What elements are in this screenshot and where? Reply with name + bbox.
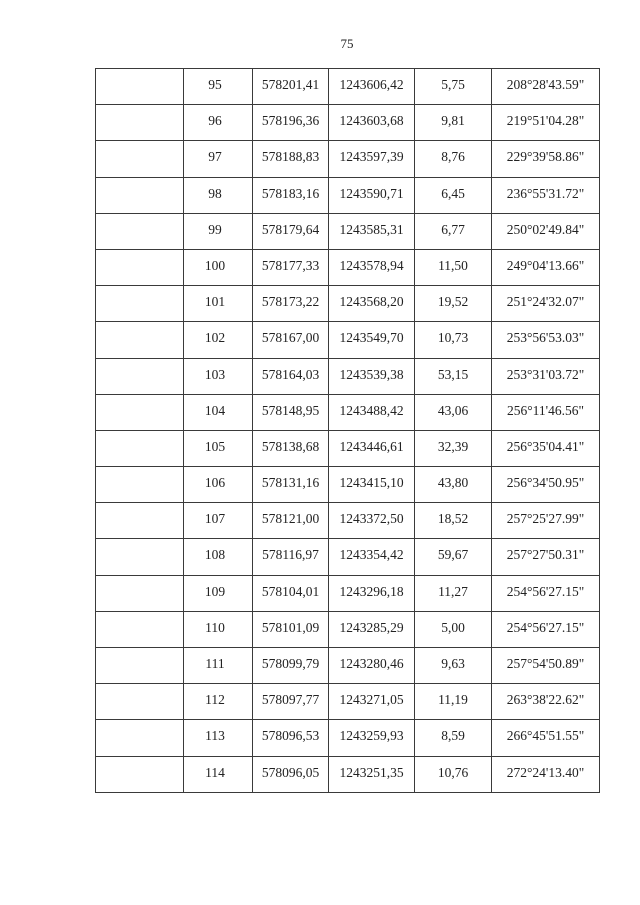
coordinate-x-cell: 578183,16 <box>253 177 329 213</box>
bearing-angle-cell: 208°28'43.59" <box>492 69 600 105</box>
distance-cell: 8,76 <box>415 141 492 177</box>
blank-cell <box>96 648 184 684</box>
distance-cell: 6,77 <box>415 213 492 249</box>
bearing-angle-cell: 256°11'46.56" <box>492 394 600 430</box>
coordinate-x-cell: 578096,05 <box>253 756 329 792</box>
distance-cell: 18,52 <box>415 503 492 539</box>
coordinate-y-cell: 1243285,29 <box>329 611 415 647</box>
coordinates-table-body <box>96 69 600 793</box>
blank-cell <box>96 611 184 647</box>
coordinate-x-cell: 578177,33 <box>253 249 329 285</box>
coordinate-x-cell: 578097,77 <box>253 684 329 720</box>
coordinates-table <box>95 68 600 793</box>
coordinate-y-cell: 1243446,61 <box>329 430 415 466</box>
table-row <box>96 756 600 792</box>
bearing-angle-cell: 272°24'13.40" <box>492 756 600 792</box>
point-number-cell: 97 <box>184 141 253 177</box>
point-number-cell: 114 <box>184 756 253 792</box>
blank-cell <box>96 684 184 720</box>
distance-cell: 11,50 <box>415 249 492 285</box>
distance-cell: 9,81 <box>415 105 492 141</box>
distance-cell: 43,80 <box>415 467 492 503</box>
blank-cell <box>96 467 184 503</box>
blank-cell <box>96 720 184 756</box>
distance-cell: 43,06 <box>415 394 492 430</box>
distance-cell: 5,00 <box>415 611 492 647</box>
table-row <box>96 105 600 141</box>
point-number-cell: 101 <box>184 286 253 322</box>
blank-cell <box>96 213 184 249</box>
point-number-cell: 102 <box>184 322 253 358</box>
distance-cell: 9,63 <box>415 648 492 684</box>
distance-cell: 59,67 <box>415 539 492 575</box>
table-row <box>96 575 600 611</box>
distance-cell: 10,73 <box>415 322 492 358</box>
point-number-cell: 105 <box>184 430 253 466</box>
point-number-cell: 104 <box>184 394 253 430</box>
blank-cell <box>96 177 184 213</box>
bearing-angle-cell: 266°45'51.55" <box>492 720 600 756</box>
distance-cell: 11,19 <box>415 684 492 720</box>
table-row <box>96 286 600 322</box>
coordinate-y-cell: 1243259,93 <box>329 720 415 756</box>
coordinate-x-cell: 578116,97 <box>253 539 329 575</box>
blank-cell <box>96 249 184 285</box>
table-row <box>96 141 600 177</box>
coordinate-y-cell: 1243415,10 <box>329 467 415 503</box>
table-row <box>96 249 600 285</box>
table-row <box>96 213 600 249</box>
table-row <box>96 177 600 213</box>
coordinate-y-cell: 1243354,42 <box>329 539 415 575</box>
coordinate-x-cell: 578096,53 <box>253 720 329 756</box>
blank-cell <box>96 503 184 539</box>
point-number-cell: 103 <box>184 358 253 394</box>
blank-cell <box>96 286 184 322</box>
bearing-angle-cell: 250°02'49.84" <box>492 213 600 249</box>
coordinate-x-cell: 578164,03 <box>253 358 329 394</box>
coordinate-y-cell: 1243488,42 <box>329 394 415 430</box>
bearing-angle-cell: 254°56'27.15" <box>492 611 600 647</box>
blank-cell <box>96 69 184 105</box>
blank-cell <box>96 539 184 575</box>
table-row <box>96 503 600 539</box>
coordinate-x-cell: 578179,64 <box>253 213 329 249</box>
distance-cell: 53,15 <box>415 358 492 394</box>
coordinate-y-cell: 1243372,50 <box>329 503 415 539</box>
blank-cell <box>96 105 184 141</box>
bearing-angle-cell: 256°34'50.95" <box>492 467 600 503</box>
coordinate-x-cell: 578196,36 <box>253 105 329 141</box>
distance-cell: 19,52 <box>415 286 492 322</box>
blank-cell <box>96 575 184 611</box>
table-row <box>96 430 600 466</box>
distance-cell: 32,39 <box>415 430 492 466</box>
blank-cell <box>96 394 184 430</box>
coordinate-x-cell: 578167,00 <box>253 322 329 358</box>
blank-cell <box>96 756 184 792</box>
bearing-angle-cell: 256°35'04.41" <box>492 430 600 466</box>
point-number-cell: 108 <box>184 539 253 575</box>
bearing-angle-cell: 257°25'27.99" <box>492 503 600 539</box>
coordinate-y-cell: 1243597,39 <box>329 141 415 177</box>
blank-cell <box>96 322 184 358</box>
coordinate-x-cell: 578101,09 <box>253 611 329 647</box>
point-number-cell: 110 <box>184 611 253 647</box>
point-number-cell: 98 <box>184 177 253 213</box>
coordinate-x-cell: 578138,68 <box>253 430 329 466</box>
coordinate-y-cell: 1243251,35 <box>329 756 415 792</box>
point-number-cell: 95 <box>184 69 253 105</box>
table-row <box>96 322 600 358</box>
coordinate-y-cell: 1243549,70 <box>329 322 415 358</box>
point-number-cell: 112 <box>184 684 253 720</box>
coordinate-y-cell: 1243280,46 <box>329 648 415 684</box>
coordinate-x-cell: 578173,22 <box>253 286 329 322</box>
point-number-cell: 113 <box>184 720 253 756</box>
coordinate-y-cell: 1243590,71 <box>329 177 415 213</box>
coordinate-x-cell: 578099,79 <box>253 648 329 684</box>
distance-cell: 10,76 <box>415 756 492 792</box>
distance-cell: 5,75 <box>415 69 492 105</box>
distance-cell: 11,27 <box>415 575 492 611</box>
coordinate-x-cell: 578104,01 <box>253 575 329 611</box>
bearing-angle-cell: 219°51'04.28" <box>492 105 600 141</box>
point-number-cell: 100 <box>184 249 253 285</box>
coordinate-y-cell: 1243539,38 <box>329 358 415 394</box>
bearing-angle-cell: 249°04'13.66" <box>492 249 600 285</box>
blank-cell <box>96 430 184 466</box>
distance-cell: 6,45 <box>415 177 492 213</box>
table-row <box>96 720 600 756</box>
point-number-cell: 96 <box>184 105 253 141</box>
coordinate-y-cell: 1243578,94 <box>329 249 415 285</box>
point-number-cell: 109 <box>184 575 253 611</box>
point-number-cell: 107 <box>184 503 253 539</box>
table-row <box>96 467 600 503</box>
bearing-angle-cell: 263°38'22.62" <box>492 684 600 720</box>
bearing-angle-cell: 236°55'31.72" <box>492 177 600 213</box>
coordinate-y-cell: 1243603,68 <box>329 105 415 141</box>
coordinate-y-cell: 1243585,31 <box>329 213 415 249</box>
bearing-angle-cell: 253°31'03.72" <box>492 358 600 394</box>
bearing-angle-cell: 251°24'32.07" <box>492 286 600 322</box>
bearing-angle-cell: 229°39'58.86" <box>492 141 600 177</box>
bearing-angle-cell: 257°54'50.89" <box>492 648 600 684</box>
distance-cell: 8,59 <box>415 720 492 756</box>
coordinate-x-cell: 578121,00 <box>253 503 329 539</box>
bearing-angle-cell: 253°56'53.03" <box>492 322 600 358</box>
point-number-cell: 99 <box>184 213 253 249</box>
coordinate-y-cell: 1243271,05 <box>329 684 415 720</box>
coordinate-y-cell: 1243568,20 <box>329 286 415 322</box>
coordinate-x-cell: 578148,95 <box>253 394 329 430</box>
coordinate-x-cell: 578188,83 <box>253 141 329 177</box>
point-number-cell: 111 <box>184 648 253 684</box>
page-number: 75 <box>340 36 354 51</box>
table-row <box>96 684 600 720</box>
bearing-angle-cell: 254°56'27.15" <box>492 575 600 611</box>
blank-cell <box>96 358 184 394</box>
coordinate-y-cell: 1243606,42 <box>329 69 415 105</box>
table-row <box>96 539 600 575</box>
point-number-cell: 106 <box>184 467 253 503</box>
coordinate-y-cell: 1243296,18 <box>329 575 415 611</box>
coordinate-x-cell: 578201,41 <box>253 69 329 105</box>
table-row <box>96 394 600 430</box>
coordinate-x-cell: 578131,16 <box>253 467 329 503</box>
table-row <box>96 69 600 105</box>
table-row <box>96 611 600 647</box>
table-row <box>96 358 600 394</box>
bearing-angle-cell: 257°27'50.31" <box>492 539 600 575</box>
table-row <box>96 648 600 684</box>
blank-cell <box>96 141 184 177</box>
